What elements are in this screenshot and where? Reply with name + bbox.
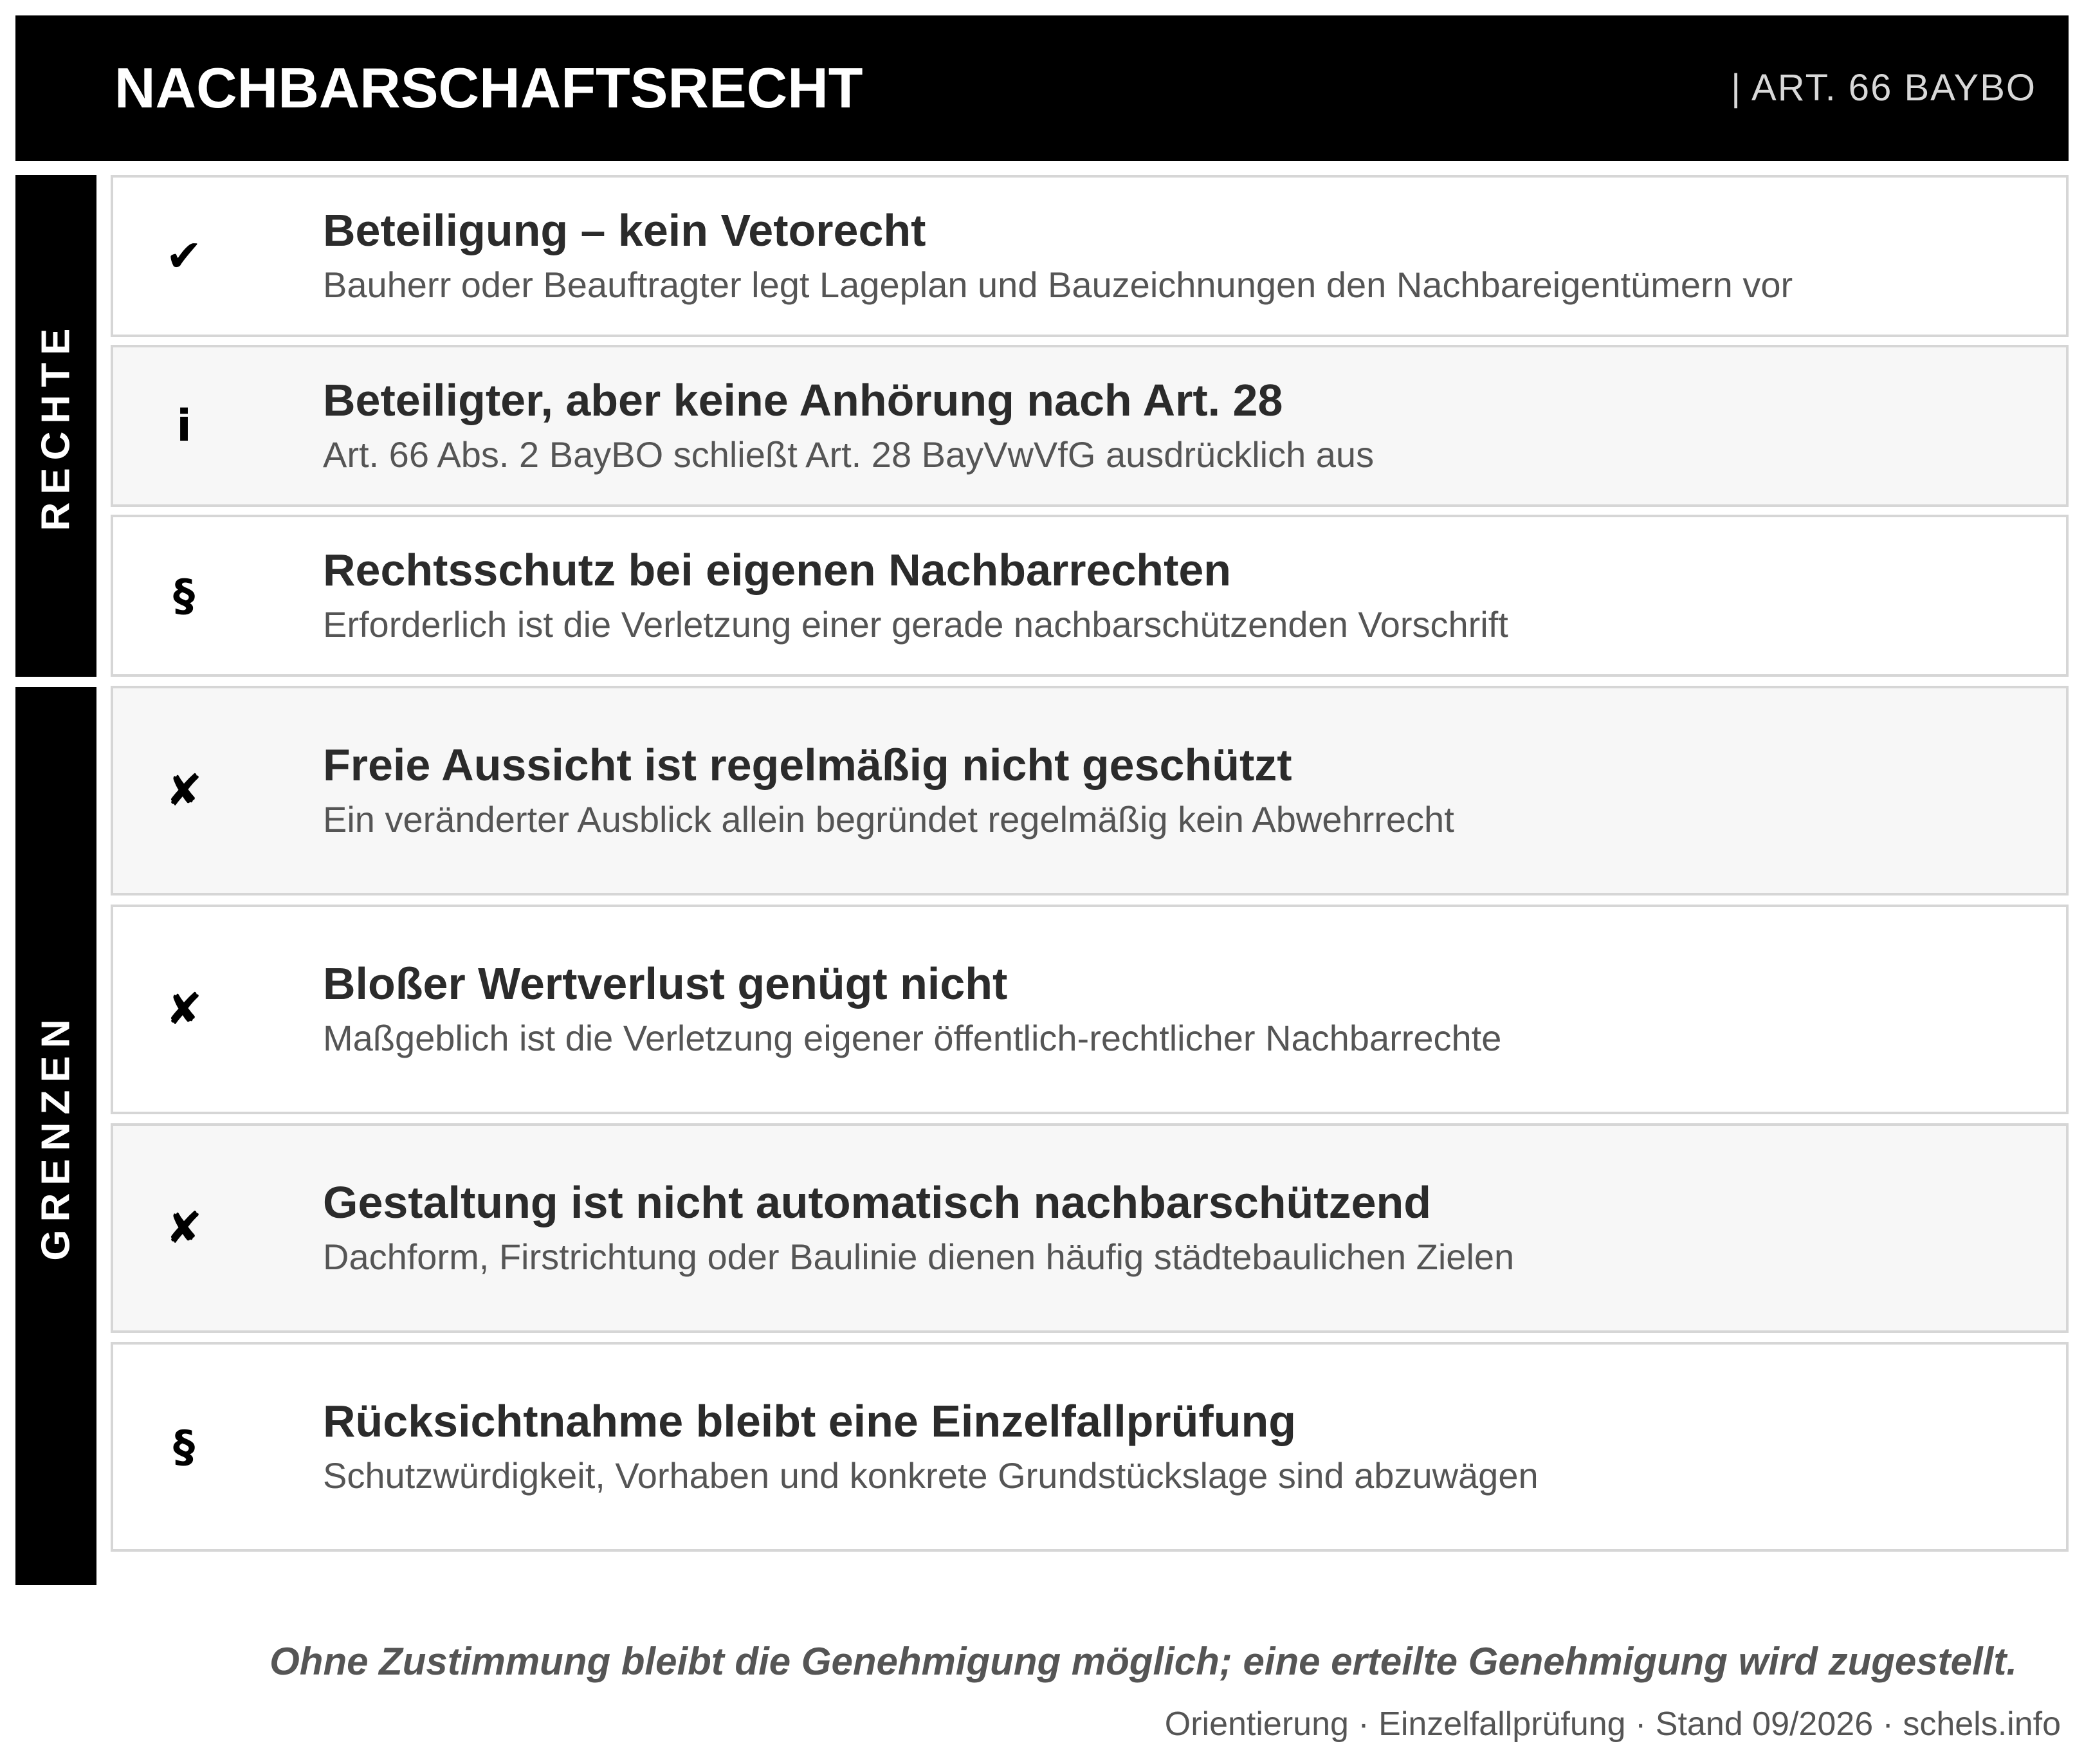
item-subtitle: Dachform, Firstrichtung oder Baulinie dienen häufig städtebaulichen Zielen	[323, 1236, 1515, 1277]
paragraph-icon: §	[173, 1421, 195, 1473]
item-subtitle: Art. 66 Abs. 2 BayBO schließt Art. 28 BayVwVfG ausdrücklich aus	[323, 434, 1375, 475]
summary-note: Ohne Zustimmung bleibt die Genehmigung möglich; eine erteilte Genehmigung wird zugestellt.	[270, 1640, 2017, 1683]
list-item	[111, 905, 2069, 1114]
info-icon: i	[176, 400, 192, 452]
list-item	[111, 1123, 2069, 1333]
list-item	[111, 515, 2069, 677]
item-title: Beteiligter, aber keine Anhörung nach Art. 28	[323, 375, 1283, 425]
cross-icon: ✘	[165, 984, 203, 1035]
section-label-text: GRENZEN	[33, 1011, 78, 1261]
paragraph-icon: §	[173, 570, 195, 621]
list-item	[111, 1342, 2069, 1552]
list-item	[111, 175, 2069, 337]
item-subtitle: Maßgeblich ist die Verletzung eigener öffentlich-rechtlicher Nachbarrechte	[323, 1018, 1502, 1058]
item-subtitle: Schutzwürdigkeit, Vorhaben und konkrete Grundstückslage sind abzuwägen	[323, 1455, 1539, 1496]
page-title: NACHBARSCHAFTSRECHT	[114, 56, 863, 120]
item-subtitle: Bauherr oder Beauftragter legt Lageplan und Bauzeichnungen den Nachbareigentümern vor	[323, 264, 1793, 305]
cross-icon: ✘	[165, 1202, 203, 1254]
item-title: Bloßer Wertverlust genügt nicht	[323, 959, 1008, 1009]
item-title: Rechtsschutz bei eigenen Nachbarrechten	[323, 545, 1232, 595]
section-label-text: RECHTE	[33, 320, 78, 531]
item-subtitle: Ein veränderter Ausblick allein begründet regelmäßig kein Abwehrrecht	[323, 799, 1454, 840]
section-label-rechte	[15, 175, 96, 677]
check-icon: ✔	[165, 230, 203, 282]
list-item	[111, 686, 2069, 896]
item-subtitle: Erforderlich ist die Verletzung einer gerade nachbarschützenden Vorschrift	[323, 604, 1508, 645]
item-title: Gestaltung ist nicht automatisch nachbarschützend	[323, 1177, 1432, 1227]
section-label-grenzen	[15, 687, 96, 1585]
footer-text: Orientierung · Einzelfallprüfung · Stand 09/2026 · schels.info	[1164, 1705, 2061, 1743]
item-title: Freie Aussicht ist regelmäßig nicht geschützt	[323, 740, 1292, 790]
legal-reference: | ART. 66 BAYBO	[1731, 67, 2036, 109]
cross-icon: ✘	[165, 765, 203, 816]
item-title: Beteiligung – kein Vetorecht	[323, 205, 926, 255]
list-item	[111, 345, 2069, 507]
item-title: Rücksichtnahme bleibt eine Einzelfallprüfung	[323, 1396, 1296, 1446]
header-bar	[15, 15, 2069, 161]
